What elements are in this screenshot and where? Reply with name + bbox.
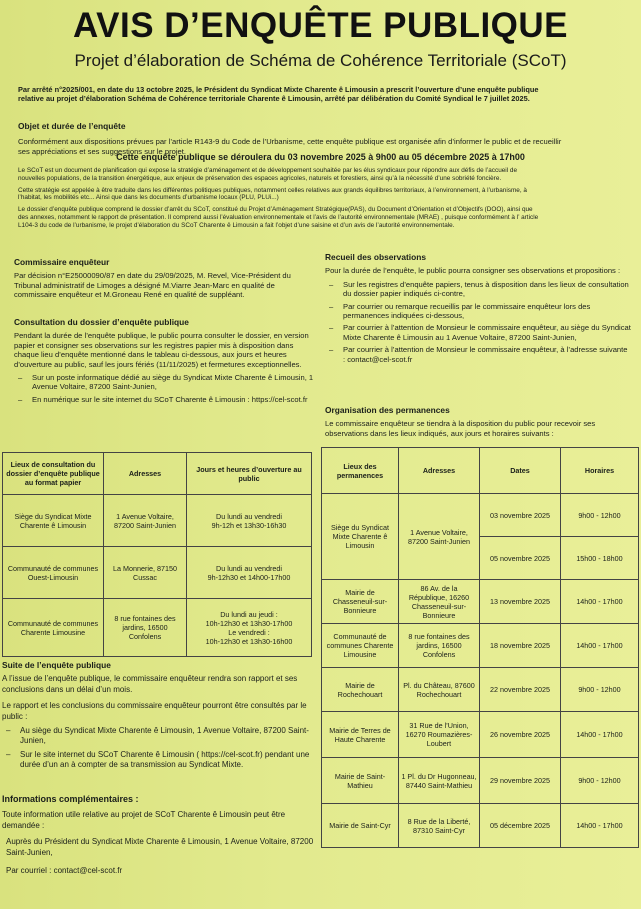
table-cell: 9h00 - 12h00 — [561, 668, 639, 712]
consultation-section — [14, 318, 314, 407]
suite-section — [2, 660, 314, 774]
table-cell: 1 Avenue Voltaire, 87200 Saint-Junien — [104, 495, 187, 547]
horaire-line: 9h-12h30 et 14h00-17h00 — [207, 572, 291, 582]
table-cell — [187, 599, 312, 657]
intro-line-1: Par arrêté n°2025/001, en date du 13 octobre 2025, le Président du Syndicat Mixte Charente ê Limousin a prescrit l’ouverture d’une enquête publique — [18, 85, 539, 94]
table-cell: 1 Avenue Voltaire, 87200 Saint-Junien — [399, 494, 480, 580]
consultation-text: Pendant la durée de l’enquête publique, le public pourra consulter le dossier, en version papier et consigner ses observations sur les registres papier mis à disposition dans chaque lieu d’enquête mentionné dans le tableau ci-dessous, aux jours et heures d’ouverture au public, sauf les jours fériés (11/11/2025) et fermetures exceptionnelles. — [14, 331, 309, 369]
table-row — [322, 580, 639, 624]
table-row — [322, 758, 639, 804]
infos-mail: Par courriel : contact@cel-scot.fr — [6, 866, 123, 876]
objet-p3b: des annexes, notamment le rapport de présentation. Il comprend aussi l’évaluation environnementale et l’avis de l’autorité environnementale (MRAE) , puisque conformément à l’ article — [18, 213, 539, 221]
objet-heading: Objet et durée de l’enquête — [18, 121, 126, 131]
table-cell: Siège du Syndicat Mixte Charente ê Limousin — [322, 494, 399, 580]
table-cell: Mairie de Rochechouart — [322, 668, 399, 712]
suite-heading: Suite de l’enquête publique — [2, 660, 111, 670]
horaire-line: 10h-12h30 et 13h30-17h00 — [205, 618, 293, 628]
table-row — [322, 804, 639, 848]
infos-heading: Informations complémentaires : — [2, 794, 139, 804]
table-cell: 26 novembre 2025 — [480, 712, 561, 758]
table-cell — [187, 547, 312, 599]
table-cell: Mairie de Terres de Haute Charente — [322, 712, 399, 758]
objet-p1a: Le SCoT est un document de planification qui expose la stratégie d’aménagement et de développement souhaitée par les élus syndicaux pour répondre aux défis de l’accueil de — [18, 167, 518, 174]
list-item: – Par courrier à l’attention de Monsieur le commissaire enquêteur, à l’adresse suivante : contact@cel-scot.fr — [325, 345, 631, 364]
list-item: – Au siège du Syndicat Mixte Charente ê Limousin, 1 Avenue Voltaire, 87200 Saint-Junien, — [2, 726, 314, 747]
table-header: Jours et heures d’ouverture au public — [187, 453, 312, 495]
permanences-text: Le commissaire enquêteur se tiendra à la disposition du public pour recevoir ses observations dans les lieux indiqués, aux jours et horaires suivants : — [325, 419, 596, 438]
intro — [18, 85, 628, 104]
table-cell: 9h00 - 12h00 — [561, 494, 639, 537]
enquete-dates: Cette enquête publique se déroulera du 03 novembre 2025 à 9h00 au 05 décembre 2025 à 17h00 — [116, 152, 525, 162]
horaire-line: Le vendredi : — [228, 627, 270, 637]
permanences-table — [321, 447, 639, 848]
list-item: – Sur un poste informatique dédié au siège du Syndicat Mixte Charente ê Limousin, 1 Avenue Voltaire, 87200 Saint-Junien, — [14, 373, 314, 392]
table-cell: 13 novembre 2025 — [480, 580, 561, 624]
horaire-line: 10h-12h30 et 13h30-16h00 — [205, 636, 293, 646]
objet-p2a: Cette stratégie est appelée à être traduite dans les différentes politiques publiques, notamment celles relatives aux grands équilibres territoriaux, à l’environnement, à l’urbanisme, à — [18, 186, 527, 194]
consultation-heading: Consultation du dossier d’enquête publique — [14, 317, 189, 327]
table-header: Adresses — [399, 448, 480, 494]
list-item: – Sur le site internet du SCoT Charente ê Limousin ( https://cel-scot.fr) pendant une durée d’un an à compter de sa transmission au Syndicat Mixte. — [2, 750, 314, 771]
recueil-section — [325, 253, 631, 367]
recueil-list — [325, 280, 631, 364]
table-cell: Mairie de Chasseneuil-sur-Bonnieure — [322, 580, 399, 624]
suite-list — [2, 726, 314, 771]
table-cell: 29 novembre 2025 — [480, 758, 561, 804]
list-item: – En numérique sur le site internet du SCoT Charente ê Limousin : https://cel-scot.fr — [14, 395, 314, 404]
table-cell: 8 rue fontaines des jardins, 16500 Confolens — [104, 599, 187, 657]
consultation-list — [14, 373, 314, 404]
objet-text-1: Conformément aux dispositions prévues par l’article R143-9 du Code de l’Urbanisme, cette enquête publique est organisée afin d’informer le public et de recueillir — [18, 137, 562, 147]
permanences-heading: Organisation des permanences — [325, 405, 450, 415]
table-cell: Communauté de communes Ouest-Limousin — [3, 547, 104, 599]
table-row — [322, 624, 639, 668]
table-cell: 9h00 - 12h00 — [561, 758, 639, 804]
table-header: Adresses — [104, 453, 187, 495]
table-cell: 05 décembre 2025 — [480, 804, 561, 848]
page-subtitle: Projet d’élaboration de Schéma de Cohérence Territoriale (SCoT) — [74, 51, 567, 70]
table-cell: 22 novembre 2025 — [480, 668, 561, 712]
table-row — [3, 495, 312, 547]
table-cell: 14h00 - 17h00 — [561, 624, 639, 668]
suite-text-2: Le rapport et les conclusions du commissaire enquêteur pourront être consultés par le public : — [2, 701, 307, 721]
recueil-text: Pour la durée de l’enquête, le public pourra consigner ses observations et propositions : — [325, 266, 621, 276]
horaire-line: Du lundi au vendredi — [216, 511, 282, 521]
infos-section — [2, 794, 314, 876]
table-cell: 05 novembre 2025 — [480, 537, 561, 580]
table-cell: 86 Av. de la République, 16260 Chasseneuil-sur-Bonnieure — [399, 580, 480, 624]
infos-text: Toute information utile relative au projet de SCoT Charente ê Limousin peut être demandée : — [2, 810, 286, 830]
objet-p3c: L104-3 du code de l’urbanisme, le projet d’élaboration du SCoT Charente ê Limousin a fait l’objet d’une saisine et d’un avis de l’autorité environnementale. — [18, 221, 455, 229]
objet-paragraphs — [18, 167, 630, 230]
table-row — [322, 668, 639, 712]
table-cell: 8 Rue de la Liberté, 87310 Saint-Cyr — [399, 804, 480, 848]
objet-text-2: ses appréciations et ses suggestions sur le projet. — [18, 146, 186, 156]
table-header: Dates — [480, 448, 561, 494]
table-cell: 8 rue fontaines des jardins, 16500 Confolens — [399, 624, 480, 668]
table-row — [3, 599, 312, 657]
list-item: – Par courrier à l’attention de Monsieur le commissaire enquêteur, au siège du Syndicat Mixte Charente ê Limousin au 1 Avenue Voltaire, 87200 Saint-Junien, — [325, 323, 631, 342]
list-item: – Sur les registres d’enquête papiers, tenus à disposition dans les lieux de consultation du dossier papier indiqués ci-contre, — [325, 280, 631, 299]
consultation-table — [2, 452, 312, 657]
recueil-heading: Recueil des observations — [325, 252, 427, 262]
table-cell: Mairie de Saint-Mathieu — [322, 758, 399, 804]
table-cell: 1 Pl. du Dr Hugonneau, 87440 Saint-Mathieu — [399, 758, 480, 804]
table-cell — [187, 495, 312, 547]
table-header: Lieux de consultation du dossier d’enquête publique au format papier — [3, 453, 104, 495]
commissaire-section — [14, 258, 314, 300]
table-header: Horaires — [561, 448, 639, 494]
intro-line-2: relative au projet d’élaboration Schéma de Cohérence territoriale Charente ê Limousin, arrêté par délibération du Comité Syndical le 7 juillet 2025. — [18, 94, 530, 104]
objet-p1b: nouvelles populations, de la transition énergétique, aux enjeux de préservation des espaces agricoles, naturels et forestiers, ainsi qu’à la nécessité d’une sobriété foncière. — [18, 174, 502, 182]
table-cell: Pl. du Château, 87600 Rochechouart — [399, 668, 480, 712]
suite-text-1: A l’issue de l’enquête publique, le commissaire enquêteur rendra son rapport et ses conclusions dans un délai d’un mois. — [2, 674, 298, 694]
horaire-line: Du lundi au jeudi : — [220, 609, 278, 619]
horaire-line: 9h-12h et 13h30-16h30 — [211, 520, 287, 530]
table-row — [3, 547, 312, 599]
table-cell: Communauté de communes Charente Limousine — [322, 624, 399, 668]
table-cell: 03 novembre 2025 — [480, 494, 561, 537]
table-cell: 14h00 - 17h00 — [561, 580, 639, 624]
commissaire-heading: Commissaire enquêteur — [14, 257, 110, 267]
table-cell: 15h00 - 18h00 — [561, 537, 639, 580]
table-cell: La Monnerie, 87150 Cussac — [104, 547, 187, 599]
table-cell: Communauté de communes Charente Limousine — [3, 599, 104, 657]
list-item: – Par courrier ou remarque recueillis par le commissaire enquêteur lors des permanences indiquées ci-dessous, — [325, 302, 631, 321]
table-cell: 14h00 - 17h00 — [561, 712, 639, 758]
horaire-line: Du lundi au vendredi — [216, 563, 282, 573]
table-cell: 31 Rue de l’Union, 16270 Roumazières-Loubert — [399, 712, 480, 758]
table-cell: Siège du Syndicat Mixte Charente ê Limousin — [3, 495, 104, 547]
table-cell: 14h00 - 17h00 — [561, 804, 639, 848]
table-header: Lieux des permanences — [322, 448, 399, 494]
table-cell: 18 novembre 2025 — [480, 624, 561, 668]
page-title: AVIS D’ENQUÊTE PUBLIQUE — [72, 6, 569, 45]
objet-p3a: Le dossier d’enquête publique comprend le dossier d’arrêt du SCoT, constitué du Projet d’Aménagement Stratégique(PAS), du Document d’Orientation et d’Objectifs (DOO), ainsi que — [18, 206, 533, 214]
permanences-section — [325, 406, 631, 438]
table-row — [322, 494, 639, 537]
table-cell: Mairie de Saint-Cyr — [322, 804, 399, 848]
table-row — [322, 712, 639, 758]
infos-address: Auprès du Président du Syndicat Mixte Charente ê Limousin, 1 Avenue Voltaire, 87200 Saint-Junien, — [6, 837, 314, 857]
commissaire-text: Par décision n°E25000090/87 en date du 29/09/2025, M. Revel, Vice-Président du Tribunal administratif de Limoges a désigné M.Viarre Jean-Marc en qualité de commissaire enquêteur et M.Groneau René en qualité de suppléant. — [14, 271, 291, 300]
objet-p2b: l’habitat, les mobilités etc... Ainsi que dans les documents d’urbanisme locaux (PLU, PLUi...) — [18, 194, 279, 202]
